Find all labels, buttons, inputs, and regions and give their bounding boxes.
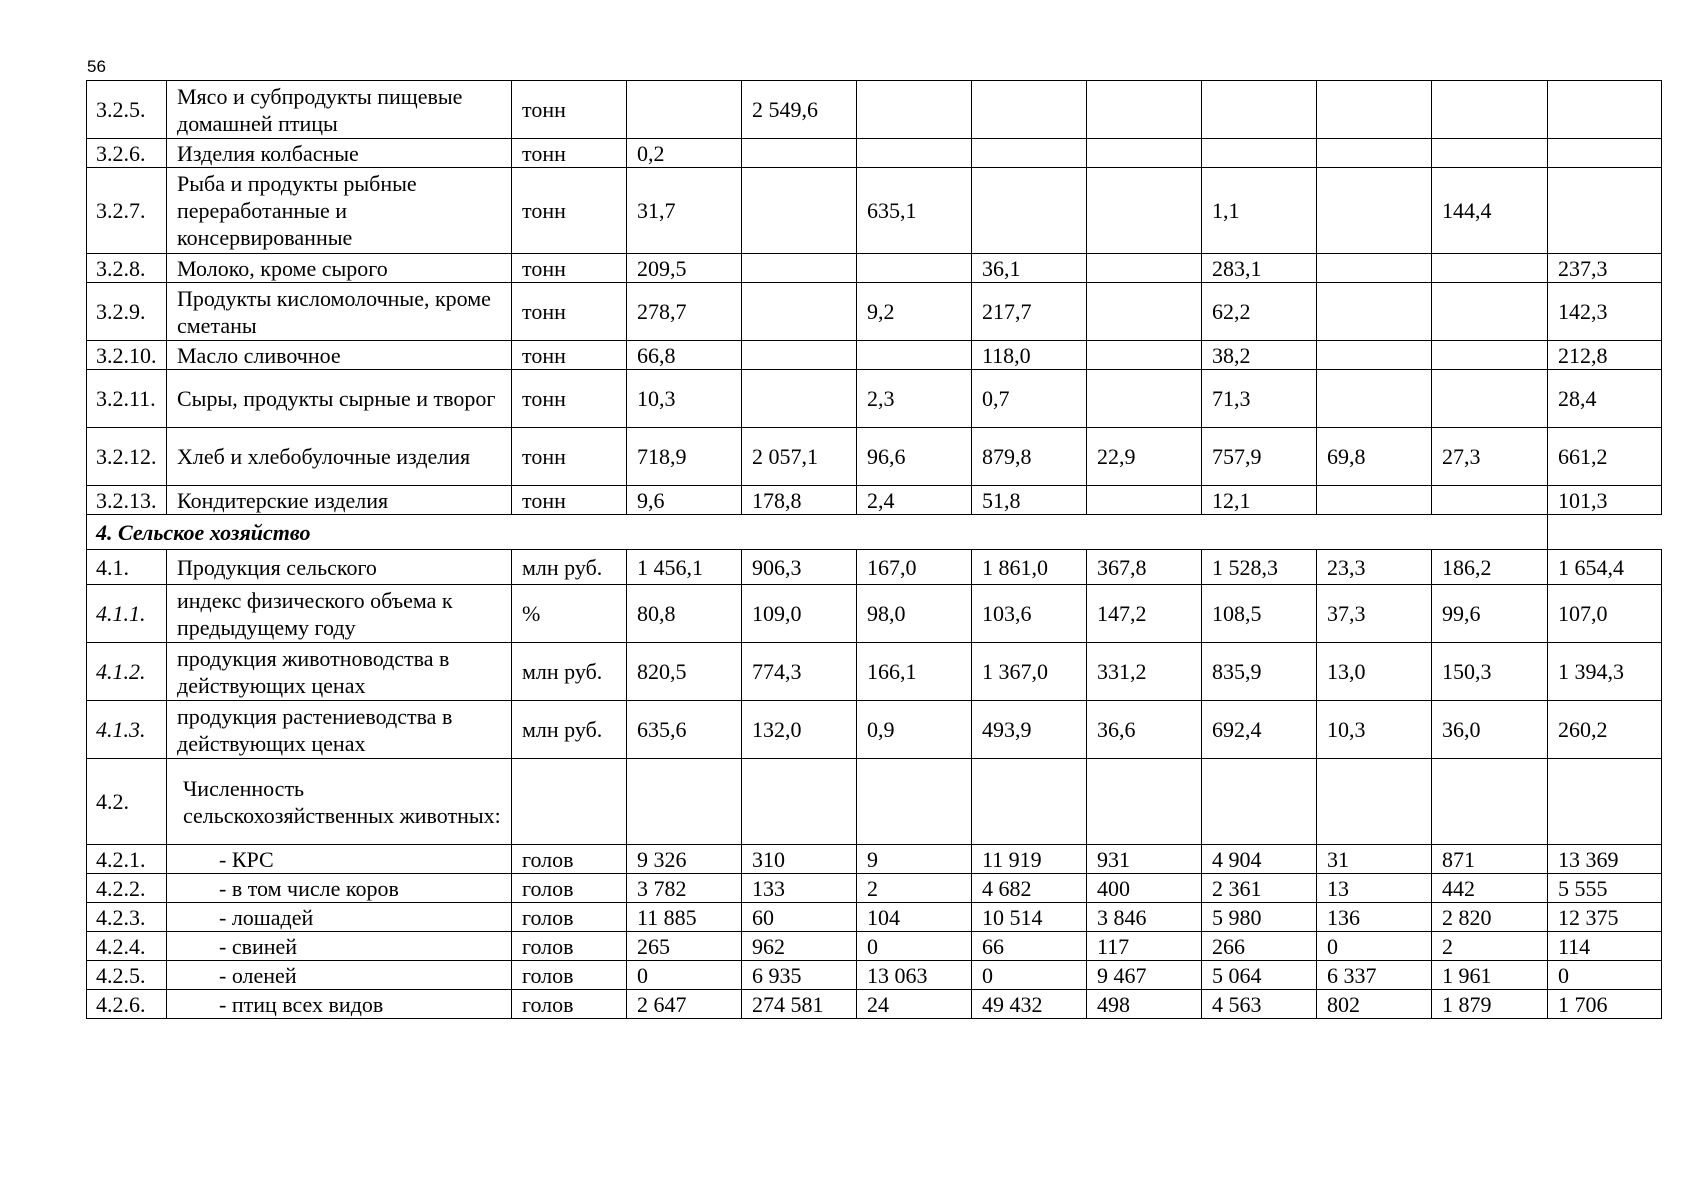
row-code: 4.2. [87,759,167,845]
value-cell: 11 885 [627,903,742,932]
row-code: 4.2.3. [87,903,167,932]
value-cell: 10 514 [972,903,1087,932]
value-cell: 498 [1087,990,1202,1019]
value-cell: 144,4 [1432,168,1548,254]
table-row [87,139,1662,168]
value-cell [1087,341,1202,370]
row-name: индекс физического объема к предыдущему году [167,585,512,643]
table-row [87,990,1662,1019]
value-cell: 260,2 [1548,701,1662,759]
value-cell [1317,254,1432,283]
value-cell: 1 456,1 [627,550,742,585]
value-cell: 71,3 [1202,370,1317,428]
value-cell: 133 [742,874,857,903]
row-code: 3.2.5. [87,81,167,139]
value-cell: 104 [857,903,972,932]
value-cell: 23,3 [1317,550,1432,585]
section-header-row [87,515,1662,550]
value-cell: 1,1 [1202,168,1317,254]
row-name: Рыба и продукты рыбные переработанные и консервированные [167,168,512,254]
value-cell [1087,283,1202,341]
value-cell: 367,8 [1087,550,1202,585]
value-cell: 66 [972,932,1087,961]
row-code: 3.2.9. [87,283,167,341]
row-name: Продукты кисломолочные, кроме сметаны [167,283,512,341]
table-row [87,759,1662,845]
value-cell: 24 [857,990,972,1019]
table-row [87,341,1662,370]
row-code: 4.1.3. [87,701,167,759]
value-cell: 13,0 [1317,643,1432,701]
value-cell: 1 654,4 [1548,550,1662,585]
row-unit: голов [512,845,627,874]
value-cell: 31 [1317,845,1432,874]
value-cell: 1 879 [1432,990,1548,1019]
value-cell [1317,139,1432,168]
value-cell: 9 467 [1087,961,1202,990]
value-cell: 1 528,3 [1202,550,1317,585]
table-body [87,81,1662,1019]
table-row [87,486,1662,515]
table-row [87,845,1662,874]
row-code: 3.2.10. [87,341,167,370]
value-cell [1317,759,1432,845]
value-cell: 4 563 [1202,990,1317,1019]
value-cell: 13 369 [1548,845,1662,874]
value-cell: 820,5 [627,643,742,701]
value-cell [1432,139,1548,168]
value-cell: 0 [627,961,742,990]
value-cell: 2,3 [857,370,972,428]
value-cell: 107,0 [1548,585,1662,643]
value-cell [742,254,857,283]
value-cell: 4 682 [972,874,1087,903]
value-cell [1432,283,1548,341]
value-cell: 493,9 [972,701,1087,759]
value-cell: 0,9 [857,701,972,759]
row-unit: голов [512,961,627,990]
value-cell: 101,3 [1548,486,1662,515]
value-cell: 310 [742,845,857,874]
row-code: 4.2.1. [87,845,167,874]
row-name: Молоко, кроме сырого [167,254,512,283]
value-cell: 186,2 [1432,550,1548,585]
row-unit: голов [512,932,627,961]
value-cell: 13 063 [857,961,972,990]
row-code: 3.2.8. [87,254,167,283]
value-cell: 217,7 [972,283,1087,341]
row-code: 3.2.12. [87,428,167,486]
value-cell: 0,7 [972,370,1087,428]
value-cell [1087,81,1202,139]
value-cell: 400 [1087,874,1202,903]
value-cell [1317,81,1432,139]
value-cell [1432,254,1548,283]
row-name: - в том числе коров [167,874,512,903]
value-cell: 69,8 [1317,428,1432,486]
row-name: продукция животноводства в действующих ценах [167,643,512,701]
row-name: Изделия колбасные [167,139,512,168]
row-name: - птиц всех видов [167,990,512,1019]
value-cell: 6 935 [742,961,857,990]
table-row [87,701,1662,759]
value-cell: 60 [742,903,857,932]
value-cell: 2 [857,874,972,903]
statistics-table [86,80,1662,1019]
value-cell: 28,4 [1548,370,1662,428]
value-cell: 237,3 [1548,254,1662,283]
value-cell: 212,8 [1548,341,1662,370]
row-name: Масло сливочное [167,341,512,370]
value-cell: 118,0 [972,341,1087,370]
row-code: 4.2.4. [87,932,167,961]
value-cell: 108,5 [1202,585,1317,643]
row-unit [512,759,627,845]
table-row [87,550,1662,585]
value-cell: 871 [1432,845,1548,874]
value-cell: 2 361 [1202,874,1317,903]
value-cell: 9 [857,845,972,874]
row-name: продукция растениеводства в действующих ценах [167,701,512,759]
value-cell [742,370,857,428]
value-cell: 1 367,0 [972,643,1087,701]
value-cell: 802 [1317,990,1432,1019]
row-code: 4.2.6. [87,990,167,1019]
table-row [87,283,1662,341]
value-cell: 2 057,1 [742,428,857,486]
value-cell [857,254,972,283]
value-cell: 1 394,3 [1548,643,1662,701]
value-cell: 66,8 [627,341,742,370]
value-cell: 12,1 [1202,486,1317,515]
value-cell: 1 706 [1548,990,1662,1019]
value-cell [1202,759,1317,845]
value-cell: 931 [1087,845,1202,874]
row-code: 3.2.6. [87,139,167,168]
value-cell [1548,759,1662,845]
row-code: 4.1. [87,550,167,585]
value-cell: 9,2 [857,283,972,341]
value-cell: 12 375 [1548,903,1662,932]
row-name: Численность сельскохозяйственных животных: [167,759,512,845]
value-cell: 117 [1087,932,1202,961]
row-unit: млн руб. [512,643,627,701]
value-cell [1432,486,1548,515]
value-cell [1087,486,1202,515]
row-code: 3.2.7. [87,168,167,254]
value-cell: 11 919 [972,845,1087,874]
table-row [87,961,1662,990]
value-cell [742,283,857,341]
value-cell: 2,4 [857,486,972,515]
row-unit: голов [512,990,627,1019]
value-cell: 96,6 [857,428,972,486]
value-cell: 103,6 [972,585,1087,643]
row-unit: тонн [512,486,627,515]
value-cell: 962 [742,932,857,961]
row-code: 4.1.1. [87,585,167,643]
row-unit: тонн [512,254,627,283]
value-cell: 150,3 [1432,643,1548,701]
value-cell [627,81,742,139]
value-cell: 36,6 [1087,701,1202,759]
value-cell: 109,0 [742,585,857,643]
value-cell [972,168,1087,254]
value-cell [1202,139,1317,168]
row-unit: тонн [512,168,627,254]
row-name: Сыры, продукты сырные и творог [167,370,512,428]
value-cell [742,168,857,254]
row-name: - лошадей [167,903,512,932]
value-cell: 266 [1202,932,1317,961]
value-cell: 757,9 [1202,428,1317,486]
value-cell: 265 [627,932,742,961]
value-cell: 906,3 [742,550,857,585]
value-cell [857,759,972,845]
value-cell: 209,5 [627,254,742,283]
value-cell [857,139,972,168]
value-cell [1087,254,1202,283]
value-cell: 274 581 [742,990,857,1019]
value-cell: 879,8 [972,428,1087,486]
row-code: 4.2.5. [87,961,167,990]
value-cell: 132,0 [742,701,857,759]
value-cell: 1 861,0 [972,550,1087,585]
value-cell [1548,168,1662,254]
value-cell [972,81,1087,139]
value-cell [1317,341,1432,370]
value-cell: 13 [1317,874,1432,903]
table-row [87,428,1662,486]
row-code: 4.2.2. [87,874,167,903]
value-cell [1087,370,1202,428]
value-cell: 4 904 [1202,845,1317,874]
value-cell [1087,139,1202,168]
value-cell [1432,341,1548,370]
table-row [87,254,1662,283]
value-cell: 692,4 [1202,701,1317,759]
row-unit: тонн [512,81,627,139]
value-cell: 0 [857,932,972,961]
row-unit: тонн [512,283,627,341]
value-cell: 62,2 [1202,283,1317,341]
value-cell: 0 [1317,932,1432,961]
value-cell [742,759,857,845]
row-code: 4.1.2. [87,643,167,701]
value-cell: 0 [1548,961,1662,990]
value-cell: 6 337 [1317,961,1432,990]
table-row [87,932,1662,961]
row-name: - свиней [167,932,512,961]
value-cell: 80,8 [627,585,742,643]
value-cell: 99,6 [1432,585,1548,643]
value-cell [857,81,972,139]
row-name: - КРС [167,845,512,874]
value-cell: 49 432 [972,990,1087,1019]
value-cell [1317,168,1432,254]
value-cell [1087,759,1202,845]
value-cell: 51,8 [972,486,1087,515]
row-unit: голов [512,874,627,903]
table-row [87,874,1662,903]
value-cell: 2 [1432,932,1548,961]
value-cell: 142,3 [1548,283,1662,341]
value-cell [1087,168,1202,254]
value-cell: 98,0 [857,585,972,643]
value-cell [742,341,857,370]
row-unit: тонн [512,341,627,370]
row-name: - оленей [167,961,512,990]
value-cell: 10,3 [1317,701,1432,759]
value-cell: 5 064 [1202,961,1317,990]
value-cell: 10,3 [627,370,742,428]
value-cell [1432,81,1548,139]
value-cell: 1 961 [1432,961,1548,990]
value-cell [1432,759,1548,845]
row-unit: млн руб. [512,550,627,585]
value-cell: 9,6 [627,486,742,515]
value-cell: 0 [972,961,1087,990]
value-cell: 3 782 [627,874,742,903]
value-cell: 36,1 [972,254,1087,283]
row-name: Хлеб и хлебобулочные изделия [167,428,512,486]
value-cell [742,139,857,168]
value-cell: 278,7 [627,283,742,341]
value-cell: 3 846 [1087,903,1202,932]
value-cell: 31,7 [627,168,742,254]
value-cell [1548,81,1662,139]
table-row [87,370,1662,428]
row-unit: тонн [512,370,627,428]
section-title: 4. Сельское хозяйство [87,515,1548,550]
value-cell [972,139,1087,168]
value-cell: 147,2 [1087,585,1202,643]
value-cell [1317,486,1432,515]
value-cell: 178,8 [742,486,857,515]
table-row [87,585,1662,643]
row-unit: % [512,585,627,643]
value-cell: 38,2 [1202,341,1317,370]
value-cell: 27,3 [1432,428,1548,486]
value-cell: 166,1 [857,643,972,701]
table-row [87,903,1662,932]
value-cell: 835,9 [1202,643,1317,701]
value-cell: 36,0 [1432,701,1548,759]
value-cell [972,759,1087,845]
value-cell [1202,81,1317,139]
value-cell: 2 820 [1432,903,1548,932]
value-cell [1317,283,1432,341]
value-cell: 2 549,6 [742,81,857,139]
value-cell: 442 [1432,874,1548,903]
row-code: 3.2.13. [87,486,167,515]
value-cell: 167,0 [857,550,972,585]
value-cell [857,341,972,370]
value-cell [627,759,742,845]
value-cell: 37,3 [1317,585,1432,643]
value-cell: 0,2 [627,139,742,168]
value-cell: 661,2 [1548,428,1662,486]
table-row [87,81,1662,139]
page-number: 56 [87,57,106,76]
value-cell: 136 [1317,903,1432,932]
value-cell [1317,370,1432,428]
row-unit: тонн [512,139,627,168]
value-cell: 5 980 [1202,903,1317,932]
row-unit: млн руб. [512,701,627,759]
value-cell: 718,9 [627,428,742,486]
row-unit: тонн [512,428,627,486]
table-row [87,643,1662,701]
value-cell [1432,370,1548,428]
row-unit: голов [512,903,627,932]
table-row [87,168,1662,254]
value-cell: 22,9 [1087,428,1202,486]
value-cell: 635,1 [857,168,972,254]
row-name: Мясо и субпродукты пищевые домашней птицы [167,81,512,139]
value-cell: 114 [1548,932,1662,961]
value-cell: 5 555 [1548,874,1662,903]
value-cell: 635,6 [627,701,742,759]
value-cell: 331,2 [1087,643,1202,701]
row-name: Продукция сельского [167,550,512,585]
value-cell: 9 326 [627,845,742,874]
row-code: 3.2.11. [87,370,167,428]
value-cell: 774,3 [742,643,857,701]
row-name: Кондитерские изделия [167,486,512,515]
value-cell: 2 647 [627,990,742,1019]
value-cell: 283,1 [1202,254,1317,283]
value-cell [1548,139,1662,168]
